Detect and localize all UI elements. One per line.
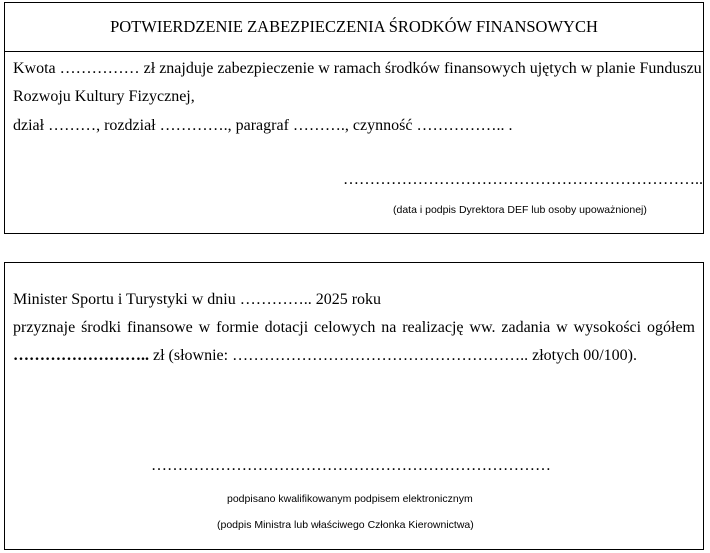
grant-amount-line bbox=[13, 347, 695, 365]
director-signature-caption: (data i podpis Dyrektora DEF lub osoby upoważnionej) bbox=[393, 204, 647, 216]
funds-security-confirmation-section bbox=[4, 2, 704, 234]
minister-grant-section bbox=[4, 262, 704, 550]
grant-statement-line: przyznaje środki finansowe w formie dotacji celowych na realizację ww. zadania w wysokości ogółem bbox=[13, 319, 695, 336]
amount-line: Kwota …………… zł znajduje zabezpieczenie w ramach środków finansowych ujętych w planie Funduszu bbox=[13, 60, 702, 77]
amount-in-words: zł (słownie: ……………………………………………….. złotych 00/100). bbox=[149, 347, 637, 364]
minister-signature-line: ………………………………………………………………… bbox=[151, 457, 551, 474]
minister-date-line: Minister Sportu i Turystyki w dniu ………….. 2025 roku bbox=[13, 291, 382, 308]
minister-signature-caption: (podpis Ministra lub właściwego Członka Kierownictwa) bbox=[217, 519, 474, 531]
amount-placeholder: …………………….. bbox=[13, 347, 149, 364]
director-signature-line: ………………………………………………………….. bbox=[343, 171, 703, 188]
budget-classification-line: dział ………, rozdział …………., paragraf ………., czynność …………….. . bbox=[13, 117, 513, 134]
section-title: POTWIERDZENIE ZABEZPIECZENIA ŚRODKÓW FINANSOWYCH bbox=[5, 3, 703, 52]
electronic-signature-note: podpisano kwalifikowanym podpisem elektronicznym bbox=[227, 493, 473, 505]
fund-name-line: Rozwoju Kultury Fizycznej, bbox=[13, 88, 195, 105]
